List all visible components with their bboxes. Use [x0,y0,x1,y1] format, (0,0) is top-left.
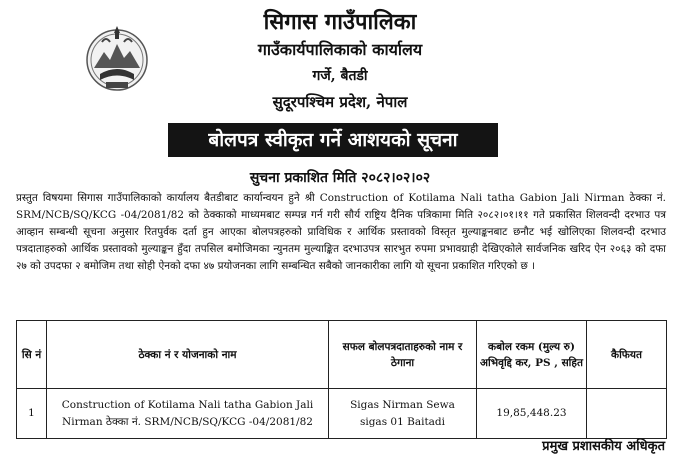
bidder-address: sigas 01 Baitadi [359,415,446,428]
office-name: गाउँकार्यपालिकाको कार्यालय [257,40,423,59]
office-address: गर्जे, बैतडी [312,68,368,84]
header-amount: कबोल रकम (मुल्य रु) अभिवृद्दि कर, PS , सहित [477,321,587,389]
bidder-name: Sigas Nirman Sewa [350,398,455,411]
municipality-name: सिगास गाउँपालिका [263,9,417,35]
cell-amount: 19,85,448.23 [477,389,587,439]
notice-body: प्रस्तुत विषयमा सिगास गाउँपालिकाको कार्यालय बैतडीबाट कार्यान्वयन हुने श्री Construction of Kotilama Nali tatha Gabion Jali Nirman ठेक्का नं. SRM/NCB/SQ/KCG -04/2081/82 को ठेक्काको माध्यमबाट सम्पन्न गर्न गरी सौर्य राष्ट्रिय दैनिक पत्रिकामा मिति २०८२।०१।११ गते प्रकासित शिलवन्दी दरभाउ पत्र आव्हान सम्बन्धी सूचना अनुसार रितपुर्वक दर्ता हुन आएका बोलपत्रहरुको प्राविधिक र आर्थिक प्रस्तावको विस्तृत मुल्याङ्कनबाट छनौट भई खोलिएका शिलवन्दी दरभाउ पत्रदाताहरुको आर्थिक प्रस्तावको मुल्याङ्कन हुँदा तपसिल बमोजिमका न्युनतम मुल्याङ्कित दरभाउपत्र सारभुत रुपमा प्रभावग्राही देखिएकोले सार्वजनिक खरिद ऐन २०६३ को दफा २७ को उपदफा २ बमोजिम तथा सोही ऐनको दफा ४७ प्रयोजनका लागि सम्बन्धित सबैको जानकारीका लागि यो सूचना प्रकाशित गरिएको छ । [16,192,666,272]
cell-sn: 1 [17,389,47,439]
signatory-title: प्रमुख प्रशासकीय अधिकृत [542,439,665,454]
notice-title: बोलपत्र स्वीकृत गर्ने आशयको सूचना [168,123,498,157]
cell-contract-name: Construction of Kotilama Nali tatha Gabion Jali Nirman ठेक्का नं. SRM/NCB/SQ/KCG -04/2081/82 [47,389,329,439]
published-date: सुचना प्रकाशित मिति २०८२।०२।०२ [249,170,431,186]
table-row [17,389,667,439]
cell-bidder [329,389,477,439]
header-contract-name: ठेक्का नं र योजनाको नाम [47,321,329,389]
cell-remarks [587,389,667,439]
header-remarks: कैफियत [587,321,667,389]
table-header-row [17,321,667,389]
nepal-emblem-icon [86,24,148,94]
province-name: सुदूरपश्चिम प्रदेश, नेपाल [272,93,408,111]
award-table [16,320,667,439]
header-bidder: सफल बोलपत्रदाताहरुको नाम र ठेगाना [329,321,477,389]
header-sn: सि नं [17,321,47,389]
